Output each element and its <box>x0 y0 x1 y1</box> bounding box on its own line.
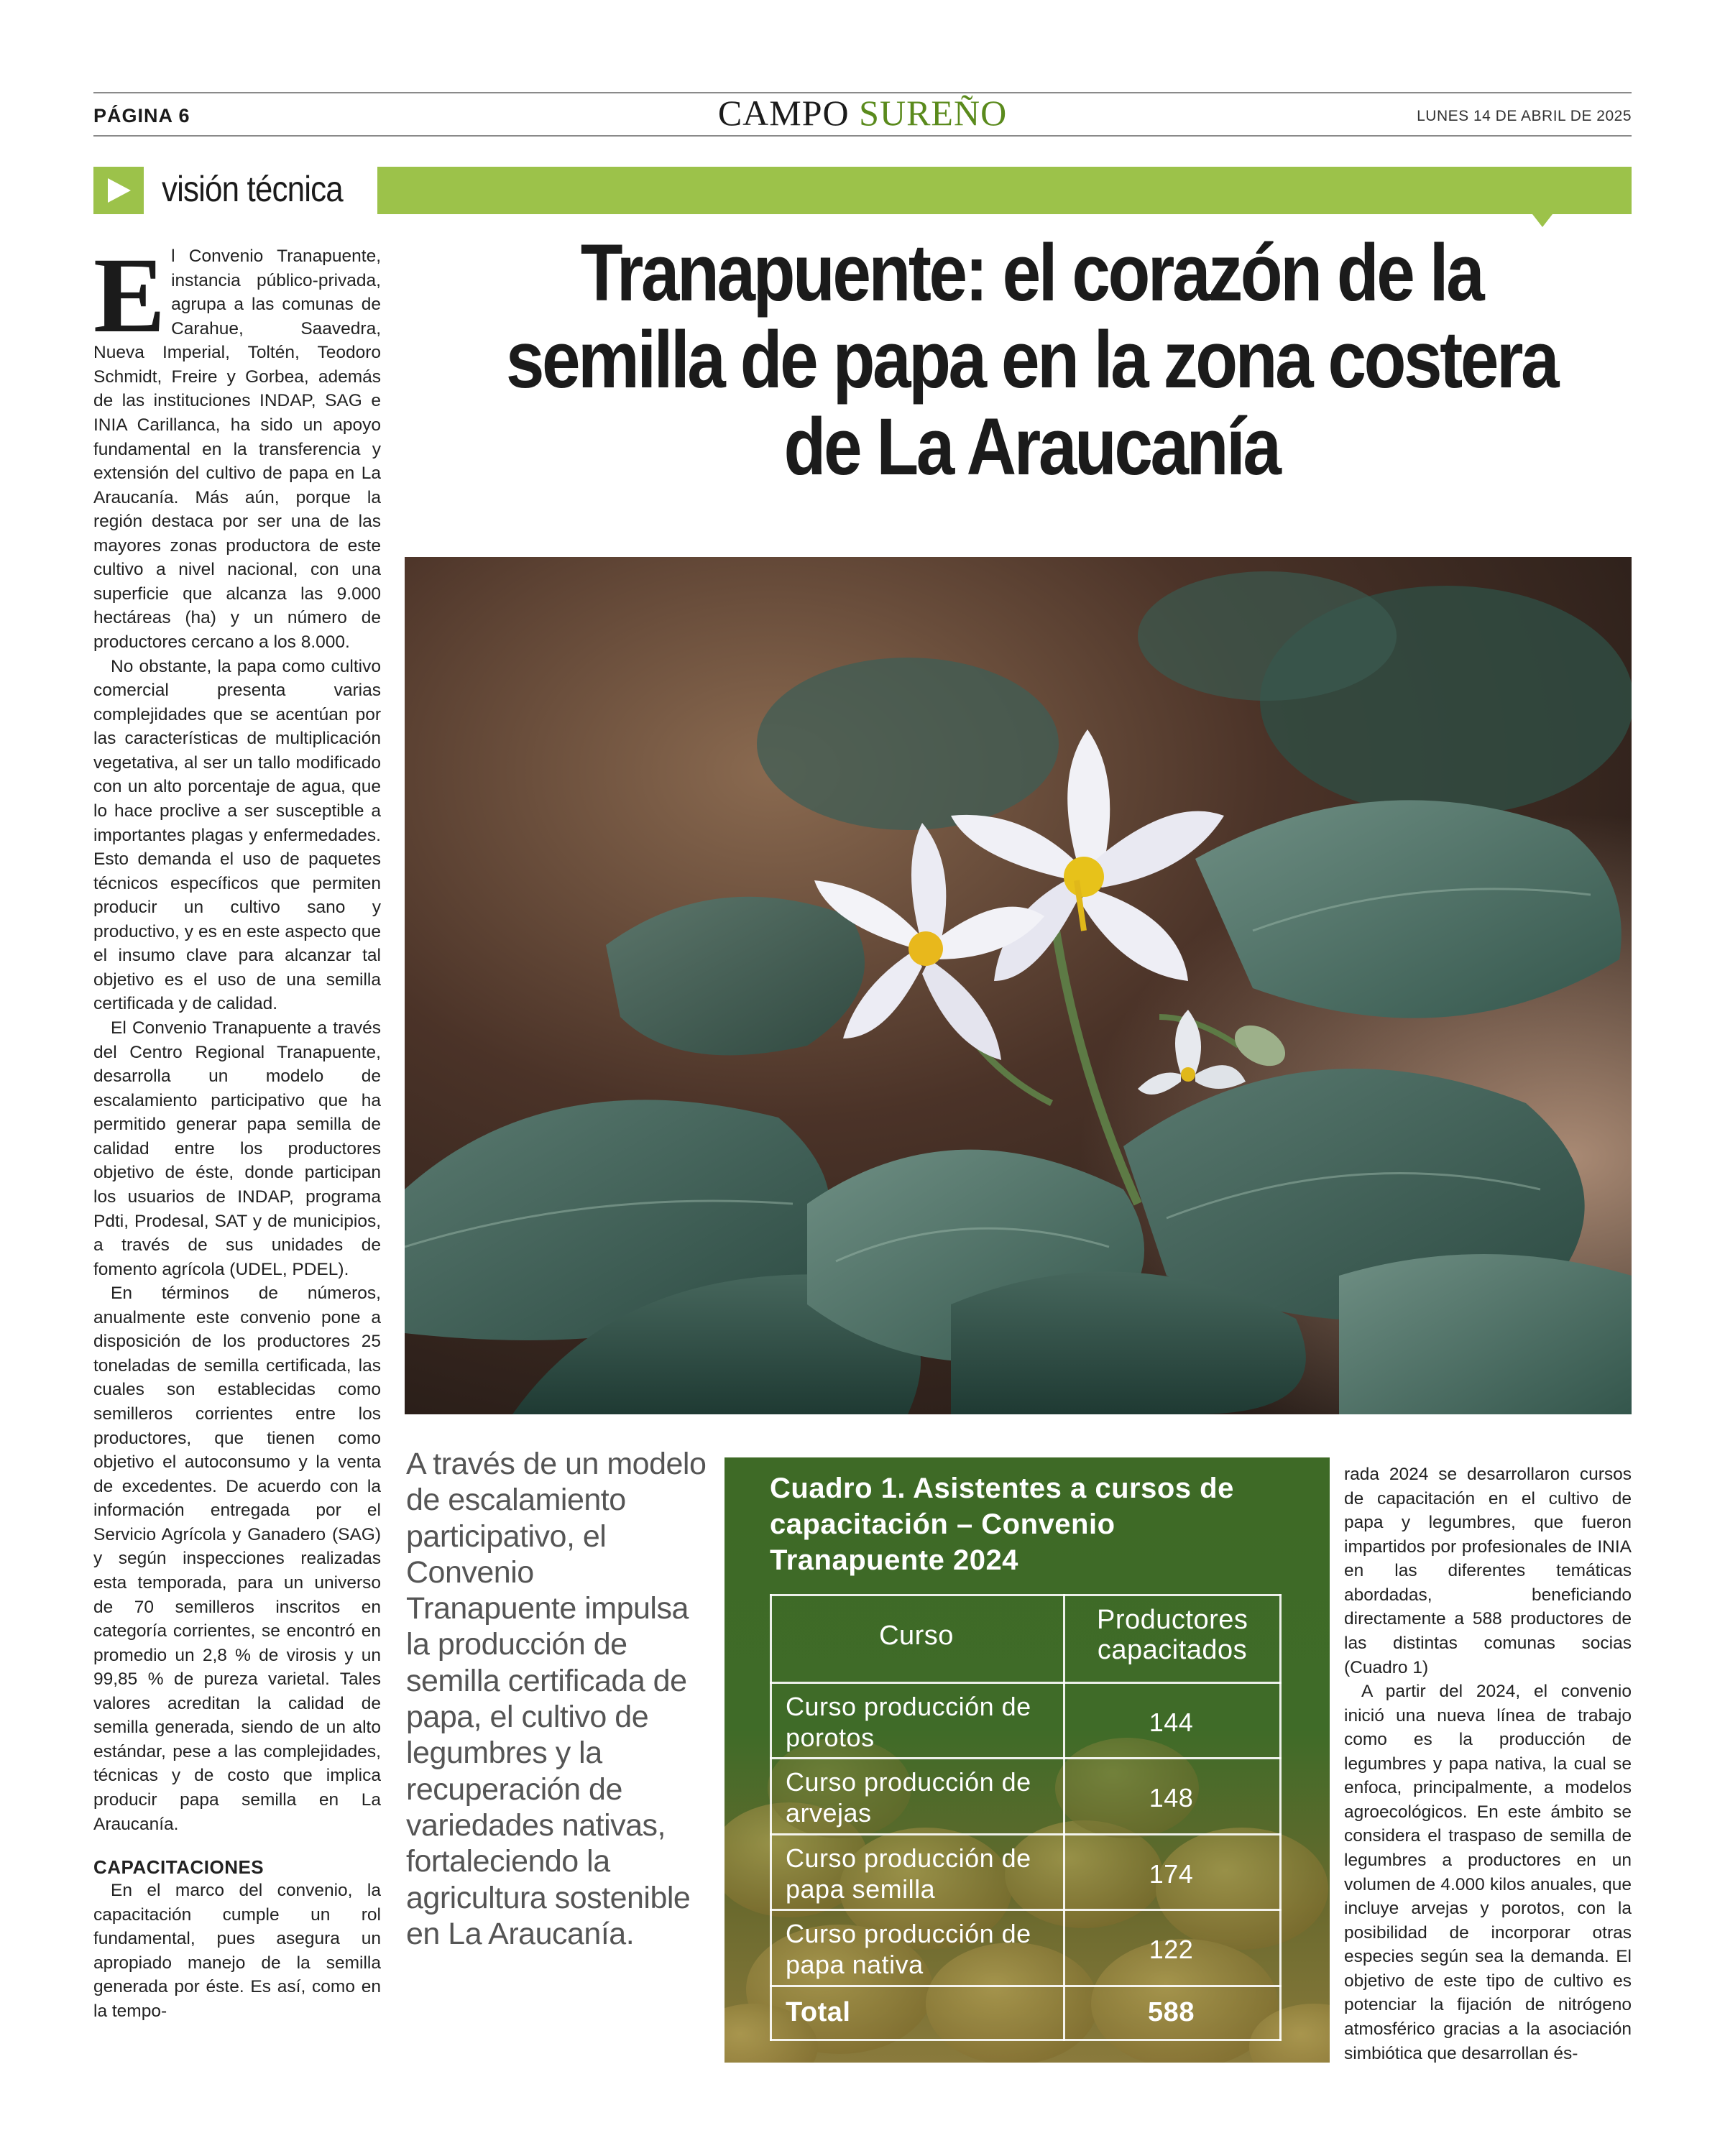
paragraph-1 <box>93 236 381 655</box>
table-row-course: Curso producción de arvejas <box>786 1767 1031 1828</box>
table-total-label: Total <box>786 1997 851 2027</box>
paragraph-4: En términos de números, anualmente este convenio pone a disposición de los productores 25 toneladas de semilla certificada, las cuales son establecidas como semilleros corrientes entre los productores, que tienen como objetivo el autoconsumo y la venta de excedentes. De acuerdo con la información entregada por el Servicio Agrícola y Ganadero (SAG) y según inspecciones realizadas esta temporada, para un universo de 70 semilleros inscritos en categoría corrientes, se encontró en promedio un 2,8 % de virosis y un 99,85 % de pureza varietal. Tales valores acreditan la calidad de semilla generada, siendo de un alto estándar, pese a las complejidades, técnicas y de costo que implica producir papa semilla en La Araucanía. <box>93 1284 381 1834</box>
table-border <box>770 2039 1282 2041</box>
table-row-course: Curso producción de papa semilla <box>786 1843 1031 1904</box>
photo-illustration <box>405 557 1632 1414</box>
header-bottom-rule <box>93 135 1632 137</box>
table-grid <box>770 1594 1282 2041</box>
article-right-column <box>1344 1462 1632 2065</box>
section-title: visión técnica <box>162 169 343 209</box>
table-header-curso: Curso <box>879 1621 954 1651</box>
section-tab <box>93 167 377 214</box>
paragraph-right-2: A partir del 2024, el convenio inició una nueva línea de trabajo como es la producción de legumbres y papa nativa, la cual se enfoca, principalmente, a modelos agroecológicos. En este ámbito se considera el traspaso de semilla de legumbres a productores en un volumen de 4.000 kilos anuales, que incluye arvejas y porotos, con la posibilidad de incorporar otras especies según sea la demanda. El objetivo de este tipo de cultivo es potenciar la fijación de nitrógeno atmosférico gracias a la asociación simbiótica que desarrollan és- <box>1344 1682 1632 2063</box>
headline: Tranapuente: el corazón de la semilla de papa en la zona costera de La Araucanía <box>505 228 1558 492</box>
dropcap: E <box>93 236 166 355</box>
table-title: Cuadro 1. Asistentes a cursos de capacitación – Convenio Tranapuente 2024 <box>770 1473 1234 1576</box>
play-arrow-icon <box>93 167 144 214</box>
page-number: PÁGINA 6 <box>93 105 190 126</box>
potato-flower-photo <box>405 557 1632 1414</box>
paragraph-5: En el marco del convenio, la capacitación cumple un rol fundamental, pues asegura un apropiado manejo de la semilla generada por éste. Es así, como en la tempo- <box>93 1881 381 2021</box>
masthead-campo: CAMPO <box>717 93 850 133</box>
paragraph-2: No obstante, la papa como cultivo comercial presenta varias complejidades que se acentúan por las características de multiplicación vegetativa, al ser un tallo modificado con un alto porcentaje de agua, que lo hace proclive a ser susceptible a importantes plagas y enfermedades. Esto demanda el uso de paquetes técnicos específicos que permiten producir un cultivo sano y productivo, y es en este aspecto que el insumo clave para alcanzar tal objetivo es el uso de una semilla certificada y de calidad. <box>93 656 381 1014</box>
section-bar <box>93 167 1632 214</box>
article-left-column <box>93 236 381 2024</box>
table-border <box>1279 1594 1282 2041</box>
table-header-productores: Productores capacitados <box>1097 1605 1248 1665</box>
table-total-value: 588 <box>1148 1997 1195 2027</box>
table-border <box>770 1594 1282 1596</box>
table-border <box>770 1985 1282 1987</box>
section-notch <box>1532 214 1552 227</box>
table-box-cuadro-1 <box>724 1457 1330 2063</box>
table-border <box>770 1833 1282 1835</box>
table-border <box>770 1594 772 2041</box>
table-border <box>770 1682 1282 1684</box>
paragraph-right-1: rada 2024 se desarrollaron cursos de capacitación en el cultivo de papa y legumbres, que fueron impartidos por profesionales de INIA en las diferentes temáticas abordadas, beneficiando directamente a 588 productores de las distintas comunas socias (Cuadro 1) <box>1344 1465 1632 1677</box>
table-row-course: Curso producción de porotos <box>786 1692 1031 1753</box>
table-row-value: 174 <box>1149 1859 1194 1889</box>
table-row-value: 148 <box>1149 1783 1194 1812</box>
table-border <box>1063 1594 1065 2041</box>
table-row-course: Curso producción de papa nativa <box>786 1919 1031 1980</box>
paragraph-3: El Convenio Tranapuente a través del Centro Regional Tranapuente, desarrolla un modelo de escalamiento participativo que ha permitido generar papa semilla de calidad entre los productores objetivo de éste, donde participan los usuarios de INDAP, programa Pdti, Prodesal, SAT y de municipios, a través de sus unidades de fomento agrícola (UDEL, PDEL). <box>93 1018 381 1279</box>
table-row-value: 144 <box>1149 1708 1194 1737</box>
pull-quote: A través de un modelo de escalamiento participativo, el Convenio Tranapuente impulsa la producción de semilla certificada de papa, el cultivo de legumbres y la recuperación de variedades nativas, fortaleciendo la agricultura sostenible en La Araucanía. <box>406 1447 707 1951</box>
subhead-capacitaciones: CAPACITACIONES <box>93 1856 264 1879</box>
issue-date: LUNES 14 DE ABRIL DE 2025 <box>1417 108 1632 124</box>
table-border <box>770 1909 1282 1911</box>
table-row-value: 122 <box>1149 1935 1194 1964</box>
paragraph-1-text: l Convenio Tranapuente, instancia público-privada, agrupa a las comunas de Carahue, Saavedra, Nueva Imperial, Toltén, Teodoro Schmidt, Freire y Gorbea, además de las instituciones INDAP, SAG e INIA Carillanca, ha sido un apoyo fundamental en la transferencia y extensión del cultivo de papa en La Araucanía. Más aún, porque la región destaca por ser una de las mayores zonas productora de este cultivo a nivel nacional, con una superficie que alcanza las 9.000 hectáreas (ha) y un número de productores cercano a los 8.000. <box>93 247 381 652</box>
masthead-sureno: SUREÑO <box>859 93 1008 133</box>
table-border <box>770 1757 1282 1759</box>
